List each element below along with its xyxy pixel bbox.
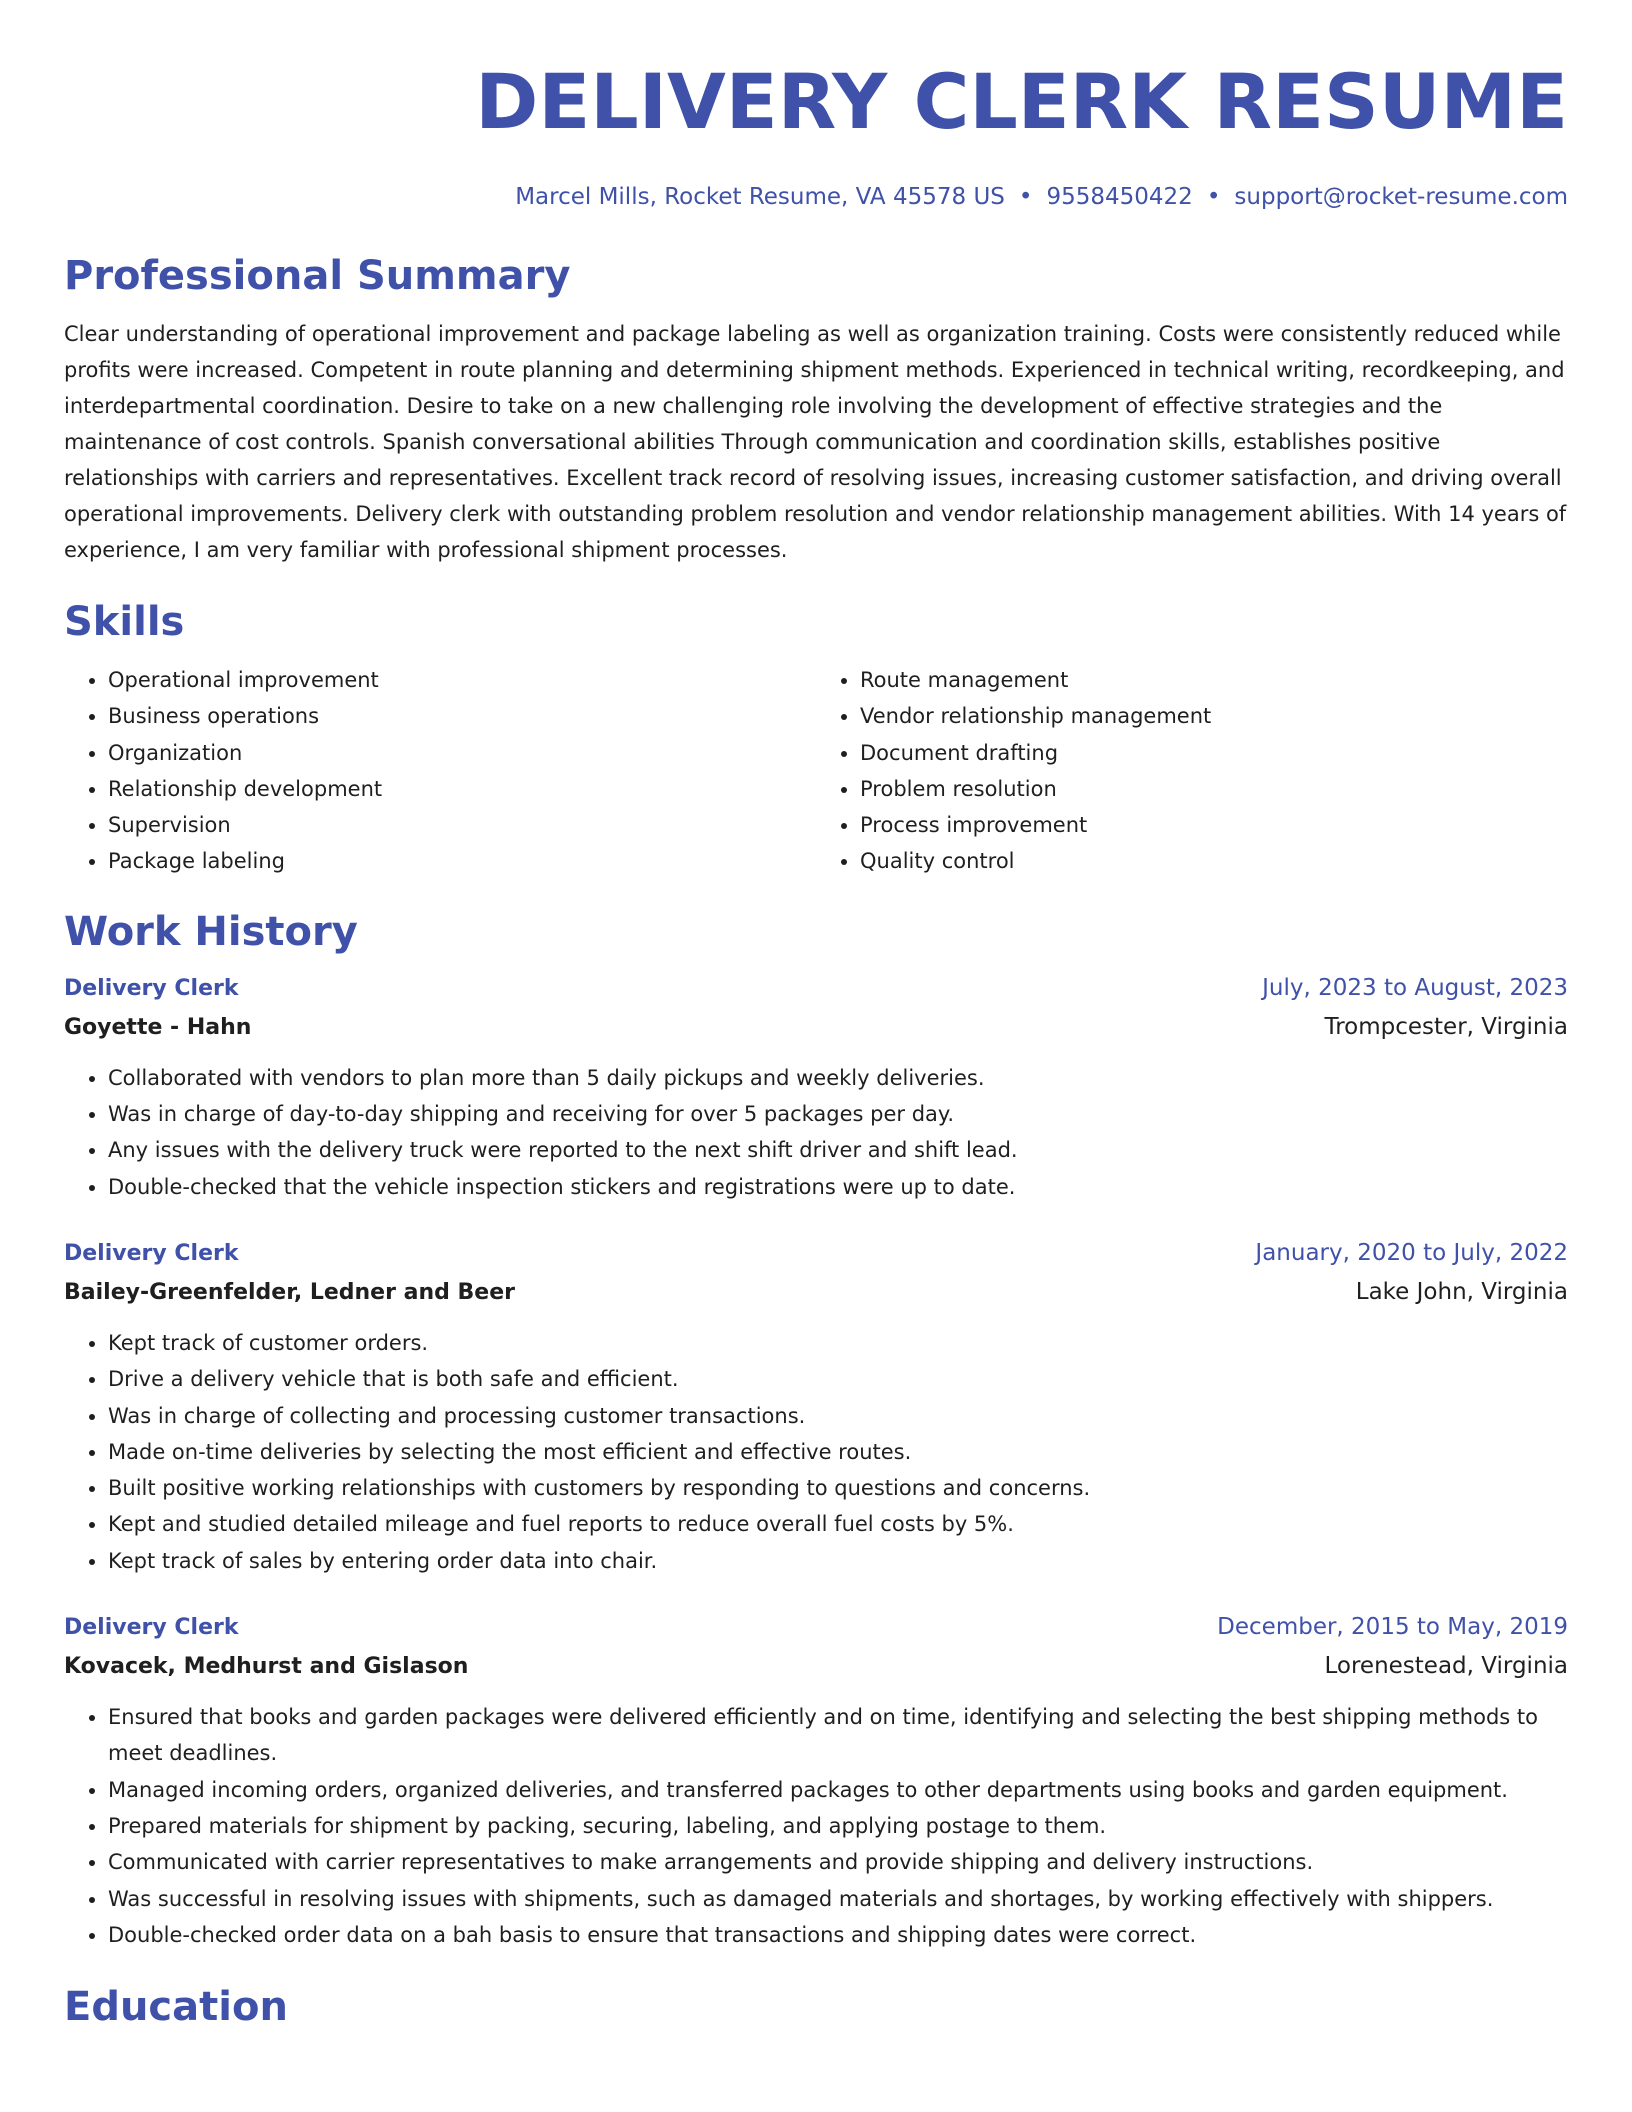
skills-list (64, 662, 1568, 880)
skill-item: • Problem resolution (860, 771, 1568, 807)
job-entry (64, 1235, 1568, 1579)
job-bullet: • Was in charge of day-to-day shipping and receiving for over 5 packages per day. (108, 1096, 1568, 1132)
job-bullet: • Ensured that books and garden packages were delivered efficiently and on time, identifying and selecting the best shipping methods to meet deadlines. (108, 1699, 1568, 1772)
skill-item: • Package labeling (108, 843, 816, 879)
job-subheader (64, 1007, 1568, 1048)
job-company: Bailey-Greenfelder, Ledner and Beer (64, 1279, 515, 1305)
contact-line (64, 180, 1568, 214)
contact-email: support@rocket-resume.com (1234, 184, 1568, 210)
job-header (64, 1235, 1568, 1272)
contact-separator: • (1018, 184, 1033, 210)
skill-item: • Relationship development (108, 771, 816, 807)
skill-item: • Route management (860, 662, 1568, 698)
job-bullet: • Communicated with carrier representatives to make arrangements and provide shipping and delivery instructions. (108, 1844, 1568, 1880)
job-header (64, 970, 1568, 1007)
job-bullet: • Double-checked order data on a bah basis to ensure that transactions and shipping dates were correct. (108, 1917, 1568, 1953)
job-dates: December, 2015 to May, 2019 (1217, 1614, 1568, 1641)
job-header (64, 1609, 1568, 1646)
job-bullets (64, 1699, 1568, 1953)
skill-item: • Organization (108, 735, 816, 771)
job-bullet: • Double-checked that the vehicle inspection stickers and registrations were up to date. (108, 1169, 1568, 1205)
job-bullet: • Managed incoming orders, organized deliveries, and transferred packages to other departments using books and garden equipment. (108, 1772, 1568, 1808)
skill-item: • Supervision (108, 807, 816, 843)
skill-item: • Document drafting (860, 735, 1568, 771)
job-bullets (64, 1325, 1568, 1579)
skills-heading: Skills (64, 599, 185, 645)
job-subheader (64, 1272, 1568, 1313)
job-title: Delivery Clerk (64, 1240, 239, 1266)
job-subheader (64, 1646, 1568, 1687)
job-location: Lorenestead, Virginia (1324, 1653, 1568, 1680)
skills-column-left (64, 662, 816, 880)
job-location: Lake John, Virginia (1355, 1278, 1568, 1305)
job-bullet: • Built positive working relationships with customers by responding to questions and concerns. (108, 1470, 1568, 1506)
resume-title: DELIVERY CLERK RESUME (475, 57, 1568, 146)
job-bullet: • Was in charge of collecting and processing customer transactions. (108, 1398, 1568, 1434)
summary-text: Clear understanding of operational improvement and package labeling as well as organization training. Costs were consistently reduced while profits were increased. Competent in route planning and determining shipment methods. Experienced in technical writing, recordkeeping, and interdepartmental coordination. Desire to take on a new challenging role involving the development of effective strategies and the maintenance of cost controls. Spanish conversational abilities Through communication and coordination skills, establishes positive relationships with carriers and representatives. Excellent track record of resolving issues, increasing customer satisfaction, and driving overall operational improvements. Delivery clerk with outstanding problem resolution and vendor relationship management abilities. With 14 years of experience, I am very familiar with professional shipment processes. (64, 322, 1567, 562)
job-bullet: • Kept and studied detailed mileage and fuel reports to reduce overall fuel costs by 5%. (108, 1506, 1568, 1542)
summary-heading: Professional Summary (64, 253, 571, 299)
job-entry (64, 970, 1568, 1205)
education-heading: Education (64, 1984, 288, 2031)
job-bullet: • Collaborated with vendors to plan more than 5 daily pickups and weekly deliveries. (108, 1060, 1568, 1096)
job-dates: July, 2023 to August, 2023 (1262, 974, 1568, 1001)
job-bullet: • Was successful in resolving issues with shipments, such as damaged materials and shortages, by working effectively with shippers. (108, 1881, 1568, 1917)
work-history-heading: Work History (64, 908, 358, 955)
job-location: Trompcester, Virginia (1324, 1013, 1568, 1040)
job-company: Goyette - Hahn (64, 1014, 252, 1040)
contact-address: Marcel Mills, Rocket Resume, VA 45578 US (515, 184, 1005, 210)
skill-item: • Operational improvement (108, 662, 816, 698)
job-bullet: • Kept track of customer orders. (108, 1325, 1568, 1361)
job-bullets (64, 1060, 1568, 1205)
job-title: Delivery Clerk (64, 1615, 239, 1641)
job-bullet: • Prepared materials for shipment by packing, securing, labeling, and applying postage to them. (108, 1808, 1568, 1844)
job-company: Kovacek, Medhurst and Gislason (64, 1654, 469, 1680)
skill-item: • Quality control (860, 843, 1568, 879)
job-title: Delivery Clerk (64, 975, 239, 1001)
skill-item: • Process improvement (860, 807, 1568, 843)
resume-page (64, 0, 1568, 2112)
skill-item: • Business operations (108, 698, 816, 734)
skill-item: • Vendor relationship management (860, 698, 1568, 734)
job-bullet: • Made on-time deliveries by selecting the most efficient and effective routes. (108, 1434, 1568, 1470)
skills-column-right (816, 662, 1568, 880)
job-bullet: • Any issues with the delivery truck were reported to the next shift driver and shift lead. (108, 1132, 1568, 1168)
job-bullet: • Drive a delivery vehicle that is both safe and efficient. (108, 1361, 1568, 1397)
job-bullet: • Kept track of sales by entering order data into chair. (108, 1543, 1568, 1579)
contact-phone: 9558450422 (1046, 184, 1193, 210)
contact-separator: • (1206, 184, 1221, 210)
job-entry (64, 1609, 1568, 1953)
job-dates: January, 2020 to July, 2022 (1255, 1239, 1568, 1266)
